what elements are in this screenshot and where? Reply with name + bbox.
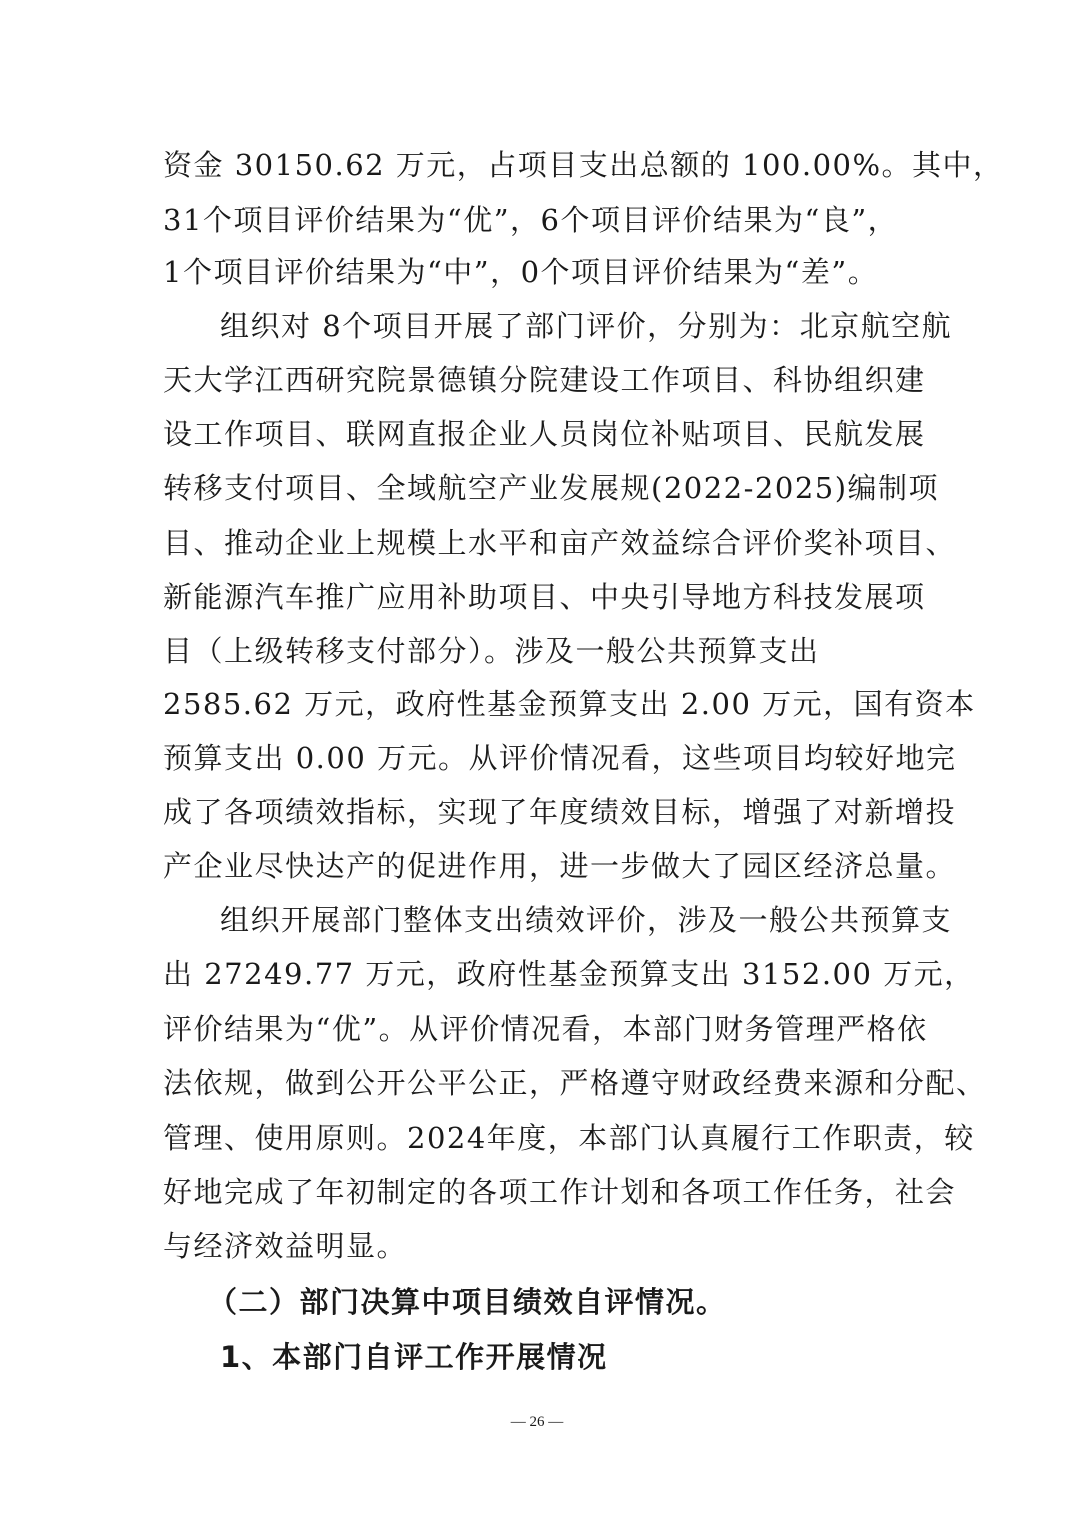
body-line: 天大学江西研究院景德镇分院建设工作项目、科协组织建 [163,363,926,397]
body-line: 管理、使用原则。2024年度，本部门认真履行工作职责，较 [163,1121,975,1155]
body-line: 设工作项目、联网直报企业人员岗位补贴项目、民航发展 [163,417,926,451]
body-line: 成了各项绩效指标，实现了年度绩效目标，增强了对新增投 [163,795,957,829]
subsection-heading: 1、本部门自评工作开展情况 [220,1340,608,1374]
body-line: 预算支出 0.00 万元。从评价情况看，这些项目均较好地完 [163,741,957,775]
body-line: 目、推动企业上规模上水平和亩产效益综合评价奖补项目、 [163,526,957,560]
body-line: 评价结果为“优”。从评价情况看，本部门财务管理严格依 [163,1012,928,1046]
body-line: 31个项目评价结果为“优”，6个项目评价结果为“良”， [163,203,899,237]
body-line: 与经济效益明显。 [163,1229,408,1263]
body-line: 组织开展部门整体支出绩效评价，涉及一般公共预算支 [220,903,953,937]
body-line: 资金 30150.62 万元，占项目支出总额的 100.00%。其中， [163,148,1004,182]
body-line: 出 27249.77 万元，政府性基金预算支出 3152.00 万元， [163,957,975,991]
body-line: 目（上级转移支付部分）。涉及一般公共预算支出 [163,634,820,668]
body-line: 法依规，做到公开公平公正，严格遵守财政经费来源和分配、 [163,1066,987,1100]
body-line: 产企业尽快达产的促进作用，进一步做大了园区经济总量。 [163,849,957,883]
body-line: 2585.62 万元，政府性基金预算支出 2.00 万元，国有资本 [163,687,976,721]
section-heading: （二）部门决算中项目绩效自评情况。 [208,1285,727,1319]
body-line: 1个项目评价结果为“中”，0个项目评价结果为“差”。 [163,255,879,289]
body-line: 新能源汽车推广应用补助项目、中央引导地方科技发展项 [163,580,926,614]
body-line: 组织对 8个项目开展了部门评价，分别为：北京航空航 [220,309,953,343]
body-line: 转移支付项目、全域航空产业发展规(2022-2025)编制项 [163,471,940,505]
body-line: 好地完成了年初制定的各项工作计划和各项工作任务，社会 [163,1175,957,1209]
page-number: — 26 — [510,1414,564,1430]
